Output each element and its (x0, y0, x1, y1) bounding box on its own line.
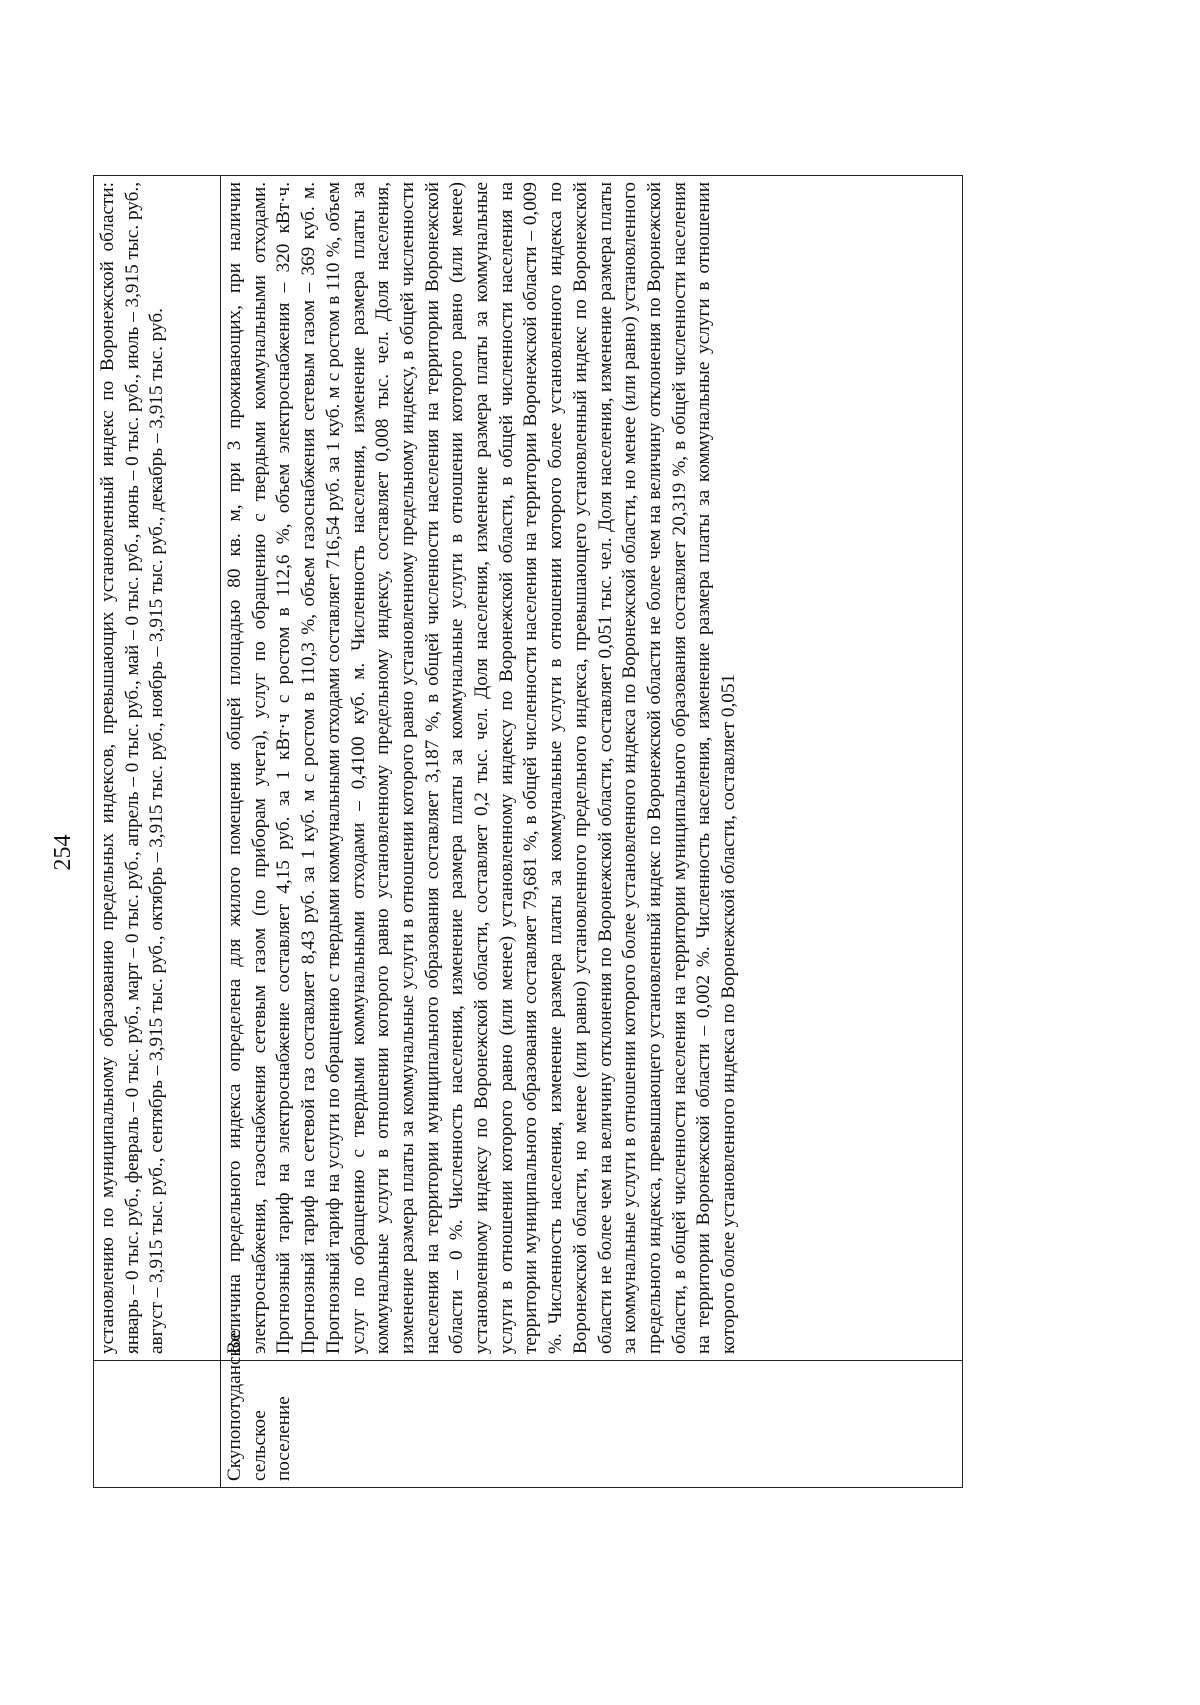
description-cell: установлению по муниципальному образованию предельных индексов, превышающих установленный индекс по Воронежской области: январь – 0 тыс. руб., февраль – 0 тыс. руб., март – 0 тыс. руб., апрель – 0 тыс. руб., май – 0 тыс. руб., июнь – 0 тыс. руб., июль – 3,915 тыс. руб., август – 3,915 тыс. руб., сентябрь – 3,915 тыс. руб., октябрь – 3,915 тыс. руб., ноябрь – 3,915 тыс. руб., декабрь – 3,915 тыс. руб. (94, 176, 221, 1361)
municipality-name-cell (94, 1361, 221, 1488)
table-row (221, 176, 963, 1488)
table-row (94, 176, 221, 1488)
index-table (93, 175, 963, 1488)
description-cell: Величина предельного индекса определена для жилого помещения общей площадью 80 кв. м, при 3 проживающих, при наличии электроснабжения, газоснабжения сетевым газом (по приборам учета), услуг по обращению с твердыми коммунальными отходами. Прогнозный тариф на электроснабжение составляет 4,15 руб. за 1 кВт·ч с ростом в 112,6 %, объем электроснабжения – 320 кВт·ч. Прогнозный тариф на сетевой газ составляет 8,43 руб. за 1 куб. м с ростом в 110,3 %, объем газоснабжения сетевым газом – 369 куб. м. Прогнозный тариф на услуги по обращению с твердыми коммунальными отходами составляет 716,54 руб. за 1 куб. м с ростом в 110 %, объем услуг по обращению с твердыми коммунальными отходами – 0,4100 куб. м. Численность населения, изменение размера платы за коммунальные услуги в отношении которого равно установленному предельному индексу, составляет 0,008 тыс. чел. Доля населения, изменение размера платы за коммунальные услуги в отношении которого равно установленному предельному индексу, в общей численности населения на территории муниципального образования составляет 3,187 %, в общей численности населения на территории Воронежской области – 0 %. Численность населения, изменение размера платы за коммунальные услуги в отношении которого равно (или менее) установленному индексу по Воронежской области, составляет 0,2 тыс. чел. Доля населения, изменение размера платы за коммунальные услуги в отношении которого равно (или менее) установленному индексу по Воронежской области, в общей численности населения на территории муниципального образования составляет 79,681 %, в общей численности населения на территории Воронежской области – 0,009 %. Численность населения, изменение размера платы за коммунальные услуги в отношении которого более установленного индекса по Воронежской области, но менее (или равно) установленного предельного индекса, превышающего установленный индекс по Воронежской области не более чем на величину отклонения по Воронежской области, составляет 0,051 тыс. чел. Доля населения, изменение размера платы за коммунальные услуги в отношении которого более установленного индекса по Воронежской области, но менее (или равно) установленного предельного индекса, превышающего установленный индекс по Воронежской области не более чем на величину отклонения по Воронежской области, в общей численности населения на территории муниципального образования составляет 20,319 %, в общей численности населения на территории Воронежской области – 0,002 %. Численность населения, изменение размера платы за коммунальные услуги в отношении которого более установленного индекса по Воронежской области, составляет 0,051 (221, 176, 963, 1361)
page-number: 254 (50, 834, 76, 871)
municipality-name-cell: Скупопотуданское сельское поселение (221, 1361, 963, 1488)
